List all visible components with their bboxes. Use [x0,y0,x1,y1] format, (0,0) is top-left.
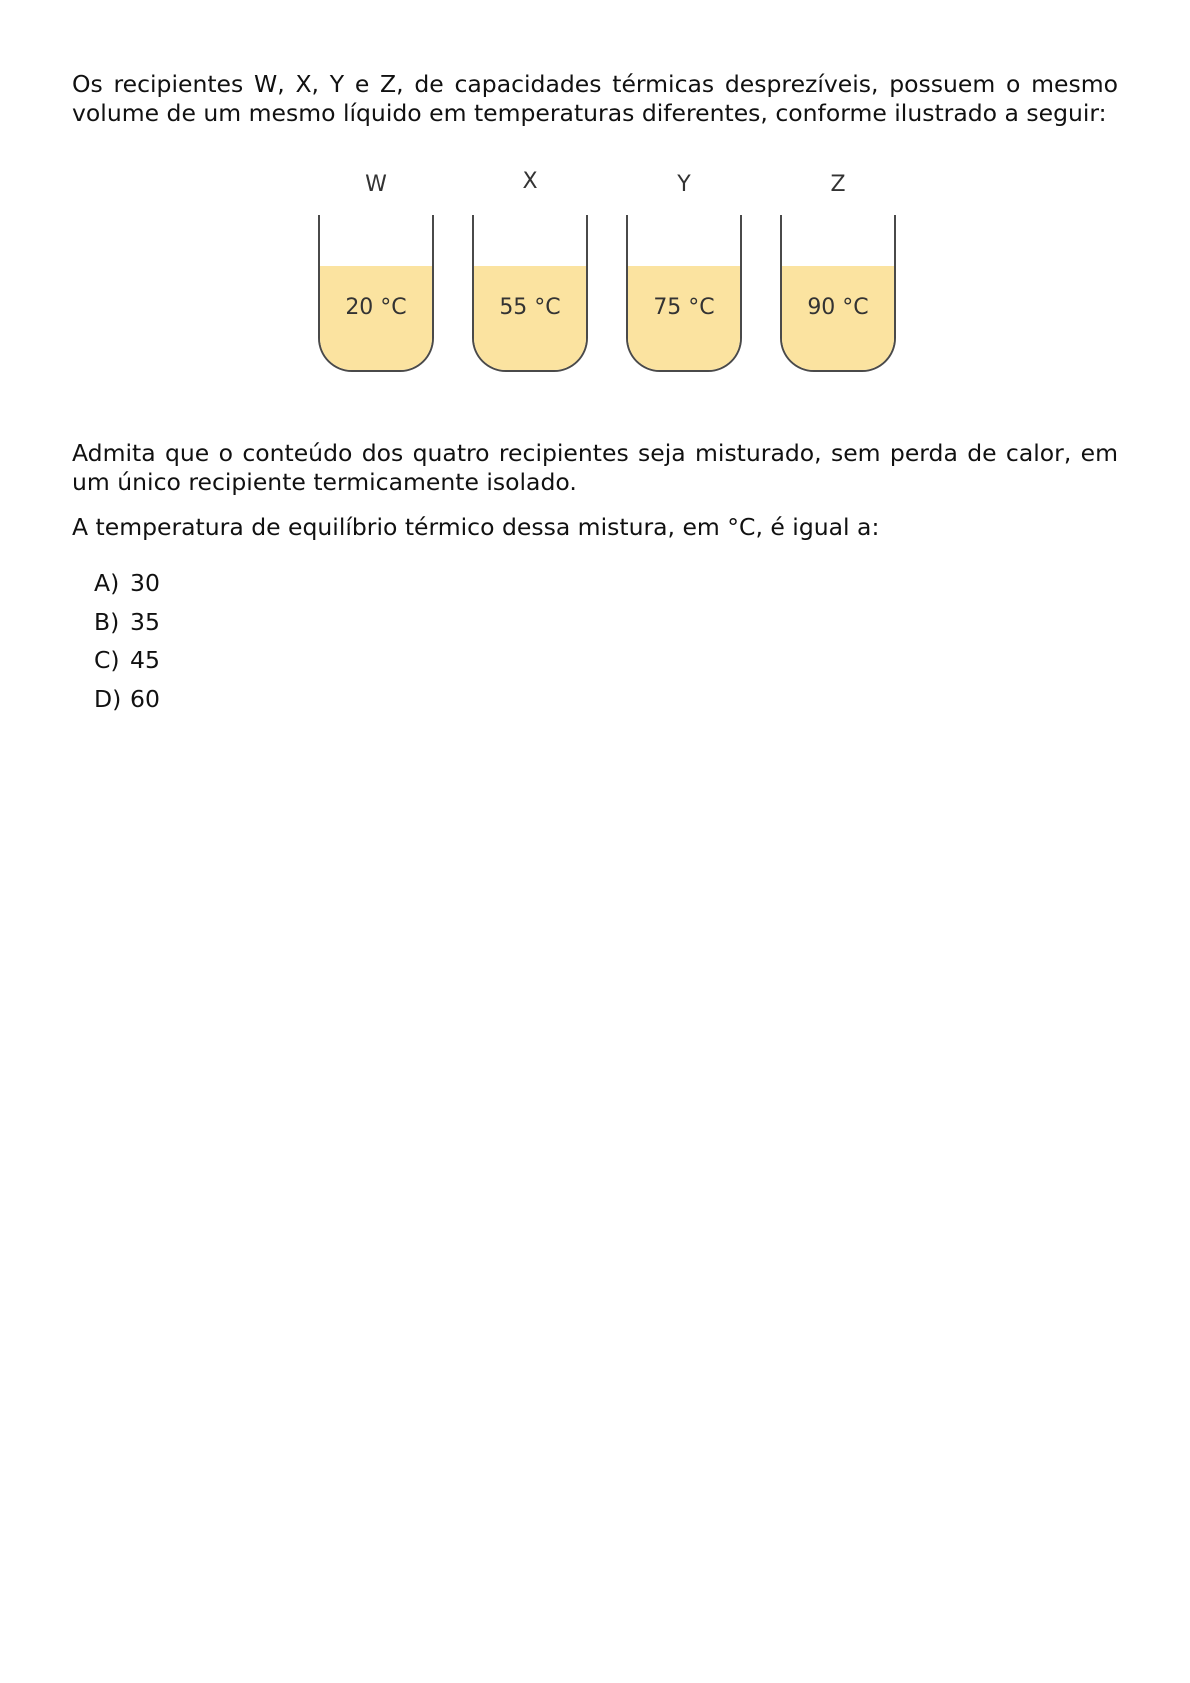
container-label: X [522,169,538,194]
vessel [318,215,434,372]
container-label: Z [830,172,846,197]
option-c[interactable] [94,641,1118,680]
question-page [72,70,1118,718]
option-value: 35 [130,607,160,636]
temperature-label: 20 °C [345,295,407,320]
option-value: 30 [130,569,160,597]
vessel [780,215,896,372]
option-b[interactable] [94,603,1118,642]
container-z [778,172,898,417]
answer-options [94,564,1118,718]
container-y [624,172,744,417]
option-d[interactable] [94,680,1118,719]
option-value: 60 [130,684,160,713]
temperature-label: 55 °C [499,295,561,320]
temperature-label: 75 °C [653,295,715,320]
question-statement: Admita que o conteúdo dos quatro recipientes seja misturado, sem perda de calor, em um único recipiente termicamente isolado. [72,439,1118,496]
question-intro: Os recipientes W, X, Y e Z, de capacidades térmicas desprezíveis, possuem o mesmo volume de um mesmo líquido em temperaturas diferentes, conforme ilustrado a seguir: [72,70,1118,127]
option-letter: B) [94,607,120,636]
question-prompt: A temperatura de equilíbrio térmico dessa mistura, em °C, é igual a: [72,513,880,541]
vessel [626,215,742,372]
option-value: 45 [130,646,160,674]
container-x [470,169,590,417]
option-a[interactable] [94,564,1118,603]
container-label: Y [677,172,691,197]
container-label: W [365,172,387,197]
option-letter: A) [94,569,120,597]
containers-figure [72,169,1118,417]
vessel [472,215,588,372]
option-letter: D) [94,684,122,713]
temperature-label: 90 °C [807,295,869,320]
option-letter: C) [94,646,120,674]
container-w [316,172,436,417]
